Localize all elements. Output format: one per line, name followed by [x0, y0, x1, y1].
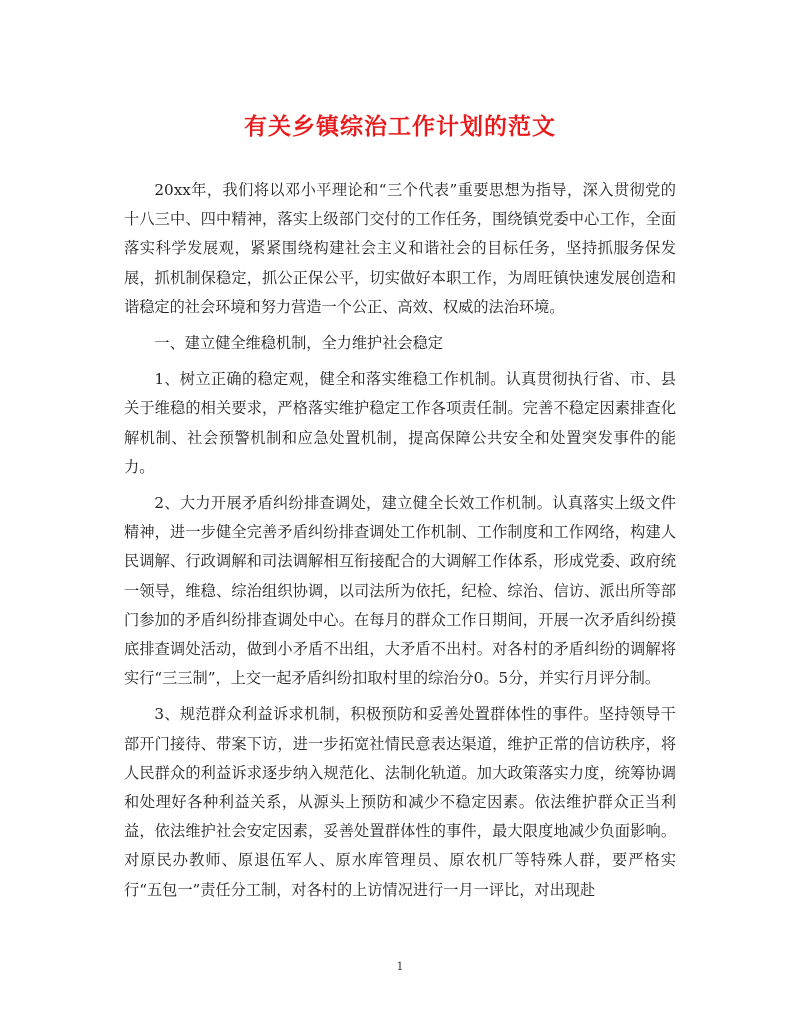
document-title: 有关乡镇综治工作计划的范文 [244, 113, 556, 140]
page-number: 1 [396, 960, 404, 973]
document-body [124, 176, 676, 912]
paragraph-item-3: 3、规范群众利益诉求机制，积极预防和妥善处置群体性的事件。坚持领导干部开门接待、带案下访，进一步拓宽社情民意表达渠道，维护正常的信访秩序，将人民群众的利益诉求逐步纳入规范化、法制化轨道。加大政策落实力度，统筹协调和处理好各种利益关系，从源头上预防和减少不稳定因素。依法维护群众正当利益，依法维护社会安定因素，妥善处置群体性的事件，最大限度地减少负面影响。对原民办教师、原退伍军人、原水库管理员、原农机厂等特殊人群，要严格实行“五包一”责任分工制，对各村的上访情况进行一月一评比，对出现赴 [124, 705, 676, 899]
paragraph-item-2: 2、大力开展矛盾纠纷排查调处，建立健全长效工作机制。认真落实上级文件精神，进一步健全完善矛盾纠纷排查调处工作机制、工作制度和工作网络，构建人民调解、行政调解和司法调解相互衔接配合的大调解工作体系，形成党委、政府统一领导，维稳、综治组织协调，以司法所为依托，纪检、综治、信访、派出所等部门参加的矛盾纠纷排查调处中心。在每月的群众工作日期间，开展一次矛盾纠纷摸底排查调处活动，做到小矛盾不出组，大矛盾不出村。对各村的矛盾纠纷的调解将实行“三三制”，上交一起矛盾纠纷扣取村里的综治分0。5分，并实行月评分制。 [124, 494, 676, 688]
section-heading: 一、建立健全维稳机制，全力维护社会稳定 [154, 334, 443, 353]
paragraph-intro: 20xx年，我们将以邓小平理论和“三个代表”重要思想为指导，深入贯彻党的十八三中、四中精神，落实上级部门交付的工作任务，围绕镇党委中心工作，全面落实科学发展观，紧紧围绕构建社会主义和谐社会的目标任务，坚持抓服务保发展，抓机制保稳定，抓公正保公平，切实做好本职工作，为周旺镇快速发展创造和谐稳定的社会环境和努力营造一个公正、高效、权威的法治环境。 [124, 181, 676, 316]
paragraph-item-1: 1、树立正确的稳定观，健全和落实维稳工作机制。认真贯彻执行省、市、县关于维稳的相关要求，严格落实维护稳定工作各项责任制。完善不稳定因素排查化解机制、社会预警机制和应急处置机制，提高保障公共安全和处置突发事件的能力。 [124, 370, 676, 476]
